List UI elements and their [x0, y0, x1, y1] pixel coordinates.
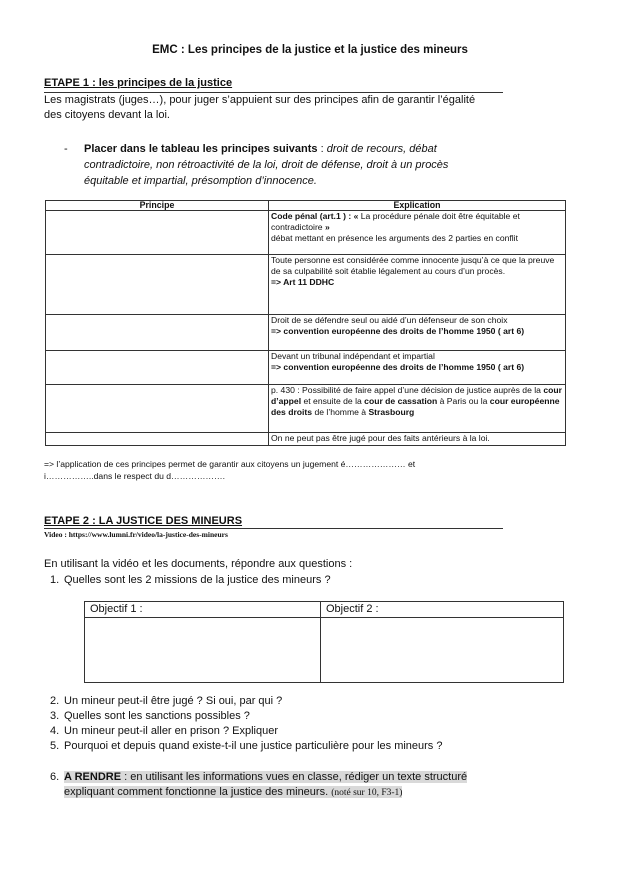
explication-text: de l’homme à [312, 407, 369, 417]
explication-text: et ensuite de la [301, 396, 365, 406]
explication-text: Devant un tribunal indépendant et impartial [271, 351, 435, 361]
objectif1-answer[interactable] [85, 618, 321, 683]
explication-bold-text: => convention européenne des droits de l’homme 1950 ( art 6) [271, 326, 525, 336]
question-number: 5. [50, 740, 60, 752]
explication-cell [269, 385, 566, 433]
explication-cell [269, 255, 566, 315]
instruction-italic: droit de recours, débat contradictoire, non rétroactivité de la loi, droit de défense, droit à un procès équitable et impartial, présomption d’innocence. [84, 143, 449, 187]
explication-bold-text: => Art 11 DDHC [271, 277, 335, 287]
objectif2-answer[interactable] [321, 618, 564, 683]
q6-text-line1: : en utilisant les informations vues en classe, rédiger un texte structuré [121, 771, 468, 783]
header-principe: Principe [46, 201, 269, 211]
question-text: Un mineur peut-il être jugé ? Si oui, par qui ? [64, 695, 283, 707]
question-number: 4. [50, 725, 60, 737]
list-item [44, 694, 443, 709]
document-title: EMC : Les principes de la justice et la justice des mineurs [152, 44, 468, 56]
objectives-table [84, 601, 564, 683]
table-row [46, 351, 566, 385]
explication-cell [269, 433, 566, 446]
list-item [44, 739, 443, 754]
conclusion-line1: => l’application de ces principes permet de garantir aux citoyens un jugement é………………… et [44, 459, 416, 469]
list-item [44, 573, 331, 588]
principe-cell[interactable] [46, 351, 269, 385]
table-row [46, 315, 566, 351]
explication-bold-text: » [324, 222, 330, 232]
question-6 [44, 770, 467, 801]
explication-text: On ne peut pas être jugé pour des faits antérieurs à la loi. [271, 433, 490, 443]
principles-table [45, 200, 566, 446]
questions-list-part2 [44, 694, 443, 754]
etape2-heading: ETAPE 2 : LA JUSTICE DES MINEURS [44, 515, 243, 527]
principe-cell[interactable] [46, 211, 269, 255]
conclusion-line2: i……………..dans le respect du d………………. [44, 471, 225, 481]
explication-text: Droit de se défendre seul ou aidé d’un défenseur de son choix [271, 315, 508, 325]
explication-cell [269, 315, 566, 351]
explication-text: débat mettant en présence les arguments des 2 parties en conflit [271, 233, 518, 243]
question-number: 2. [50, 695, 60, 707]
question-text: Pourquoi et depuis quand existe-t-il une justice particulière pour les mineurs ? [64, 740, 443, 752]
header-explication: Explication [269, 201, 566, 211]
question-number: 1. [50, 574, 60, 586]
principe-cell[interactable] [46, 385, 269, 433]
q6-text-line2: expliquant comment fonctionne la justice des mineurs. [64, 786, 329, 798]
bullet-dash: - [64, 143, 68, 155]
q6-note: (noté sur 10, F3-1) [331, 788, 403, 798]
table-row [46, 385, 566, 433]
principe-cell[interactable] [46, 315, 269, 351]
explication-text: p. 430 : Possibilité de faire appel d’une décision de justice auprès de la [271, 385, 544, 395]
etape1-intro-line2: des citoyens devant la loi. [44, 109, 170, 121]
table-row [46, 433, 566, 446]
question-number: 6. [50, 771, 60, 783]
video-link[interactable]: Video : https://www.lumni.fr/video/la-justice-des-mineurs [44, 530, 228, 539]
table-row [46, 255, 566, 315]
explication-bold-text: Code pénal (art.1 ) : [271, 211, 354, 221]
instruction-text [84, 141, 494, 189]
explication-bold-text: cour de cassation [364, 396, 438, 406]
objectif1-label: Objectif 1 : [85, 602, 321, 618]
etape1-intro-line1: Les magistrats (juges…), pour juger s’appuient sur des principes afin de garantir l’égalité [44, 94, 476, 106]
list-item [44, 709, 443, 724]
questions-list-part1 [44, 573, 331, 588]
explication-bold-text: => convention européenne des droits de l’homme 1950 ( art 6) [271, 362, 525, 372]
questions-intro: En utilisant la vidéo et les documents, répondre aux questions : [44, 558, 353, 570]
explication-bold-text: Strasbourg [368, 407, 415, 417]
etape1-heading: ETAPE 1 : les principes de la justice [44, 77, 233, 89]
question-number: 3. [50, 710, 60, 722]
objectif2-label: Objectif 2 : [321, 602, 564, 618]
principe-cell[interactable] [46, 433, 269, 446]
explication-cell [269, 351, 566, 385]
q6-bold: A RENDRE [64, 771, 122, 783]
question-text: Quelles sont les sanctions possibles ? [64, 710, 250, 722]
explication-bold-text: « [353, 211, 361, 221]
list-item [44, 724, 443, 739]
instruction-colon: : [317, 143, 327, 155]
explication-text: à Paris ou la [437, 396, 490, 406]
explication-bold-text: cour européenne des droits [271, 396, 560, 417]
principe-cell[interactable] [46, 255, 269, 315]
explication-text: La procédure pénale doit être équitable et contradictoire [271, 211, 520, 232]
explication-text: Toute personne est considérée comme innocente jusqu’à ce que la preuve de sa culpabilité soit établie légalement au cours d’un procès. [271, 255, 555, 276]
question-text: Un mineur peut-il aller en prison ? Expliquer [64, 725, 278, 737]
explication-bold-text: cour d’appel [271, 385, 562, 406]
explication-cell [269, 211, 566, 255]
etape2-underline [44, 528, 503, 529]
instruction-bold: Placer dans le tableau les principes suivants [84, 143, 318, 155]
table-row [46, 211, 566, 255]
question-text: Quelles sont les 2 missions de la justice des mineurs ? [64, 574, 331, 586]
